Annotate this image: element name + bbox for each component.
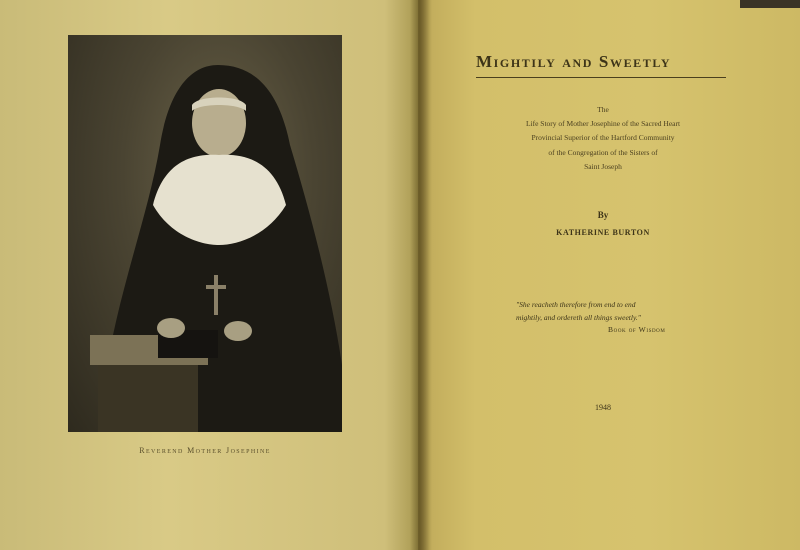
title-underline (476, 77, 726, 78)
photo-caption: Reverend Mother Josephine (139, 446, 271, 455)
portrait-photo (68, 35, 342, 432)
book-title: Mightily and Sweetly (476, 52, 672, 71)
epigraph-source: Book of Wisdom (608, 325, 666, 334)
by-label: By (597, 210, 609, 220)
publication-year: 1948 (595, 403, 611, 412)
subtitle-line: The (597, 105, 609, 114)
author-name: KATHERINE BURTON (556, 228, 650, 237)
subtitle-line: Provincial Superior of the Hartford Community (531, 133, 675, 143)
subtitle-line: Saint Joseph (584, 161, 622, 171)
epigraph (516, 298, 696, 324)
right-page (418, 0, 800, 550)
epigraph-line: "She reacheth therefore from end to end (516, 300, 636, 309)
subtitle-line: of the Congregation of the Sisters of (548, 147, 658, 157)
epigraph-line: mightily, and ordereth all things sweetly." (516, 313, 641, 322)
background-edge (740, 0, 800, 8)
book-gutter (410, 0, 432, 550)
subtitle-block (488, 103, 718, 174)
subtitle-line: Life Story of Mother Josephine of the Sacred Heart (525, 119, 681, 129)
